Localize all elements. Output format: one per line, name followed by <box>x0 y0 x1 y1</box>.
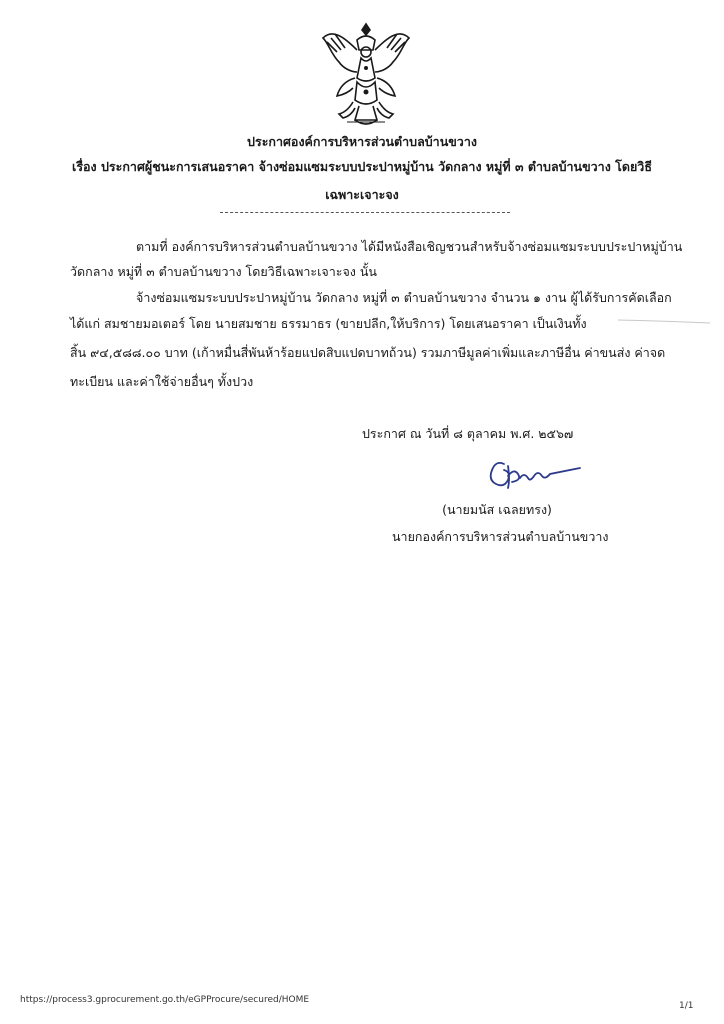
signature-icon <box>482 456 584 496</box>
paragraph-2-line-4: ทะเบียน และค่าใช้จ่ายอื่นๆ ทั้งปวง <box>70 374 254 389</box>
paragraph-2-line-1: จ้างซ่อมแซมระบบประปาหมู่บ้าน วัดกลาง หมู่ที่ ๓ ตำบลบ้านขวาง จำนวน ๑ งาน ผู้ได้รับการคัดเลือก <box>136 290 672 305</box>
announcement-date: ประกาศ ณ วันที่ ๘ ตุลาคม พ.ศ. ๒๕๖๗ <box>362 426 574 441</box>
paragraph-2-line-2: ได้แก่ สมชายมอเตอร์ โดย นายสมชาย ธรรมาธร (ขายปลีก,ให้บริการ) โดยเสนอราคา เป็นเงินทั้ง <box>70 316 587 331</box>
footer-url: https://process3.gprocurement.go.th/eGPProcure/secured/HOME <box>20 995 310 1005</box>
paragraph-1-line-1: ตามที่ องค์การบริหารส่วนตำบลบ้านขวาง ได้มีหนังสือเชิญชวนสำหรับจ้างซ่อมแซมระบบประปาหมู่บ้าน <box>136 239 683 254</box>
subject-line-1: เรื่อง ประกาศผู้ชนะการเสนอราคา จ้างซ่อมแซมระบบประปาหมู่บ้าน วัดกลาง หมู่ที่ ๓ ตำบลบ้านขวาง โดยวิธี <box>72 159 652 174</box>
garuda-emblem-icon <box>317 20 415 132</box>
signatory-position: นายกองค์การบริหารส่วนตำบลบ้านขวาง <box>392 529 609 544</box>
paragraph-2-line-3: สิ้น ๙๔,๕๘๘.๐๐ บาท (เก้าหมื่นสี่พันห้าร้อยแปดสิบแปดบาทถ้วน) รวมภาษีมูลค่าเพิ่มและภาษีอื่น ค่าขนส่ง ค่าจด <box>70 345 666 360</box>
scan-artifact-line <box>618 318 710 324</box>
subject-line-2: เฉพาะเจาะจง <box>325 187 399 202</box>
separator-rule <box>220 212 510 213</box>
paragraph-1-line-2: วัดกลาง หมู่ที่ ๓ ตำบลบ้านขวาง โดยวิธีเฉพาะเจาะจง นั้น <box>70 264 377 279</box>
footer-page-number: 1/1 <box>679 1001 694 1011</box>
organization-title: ประกาศองค์การบริหารส่วนตำบลบ้านขวาง <box>247 134 477 149</box>
signatory-name: (นายมนัส เฉลยทรง) <box>442 502 552 517</box>
